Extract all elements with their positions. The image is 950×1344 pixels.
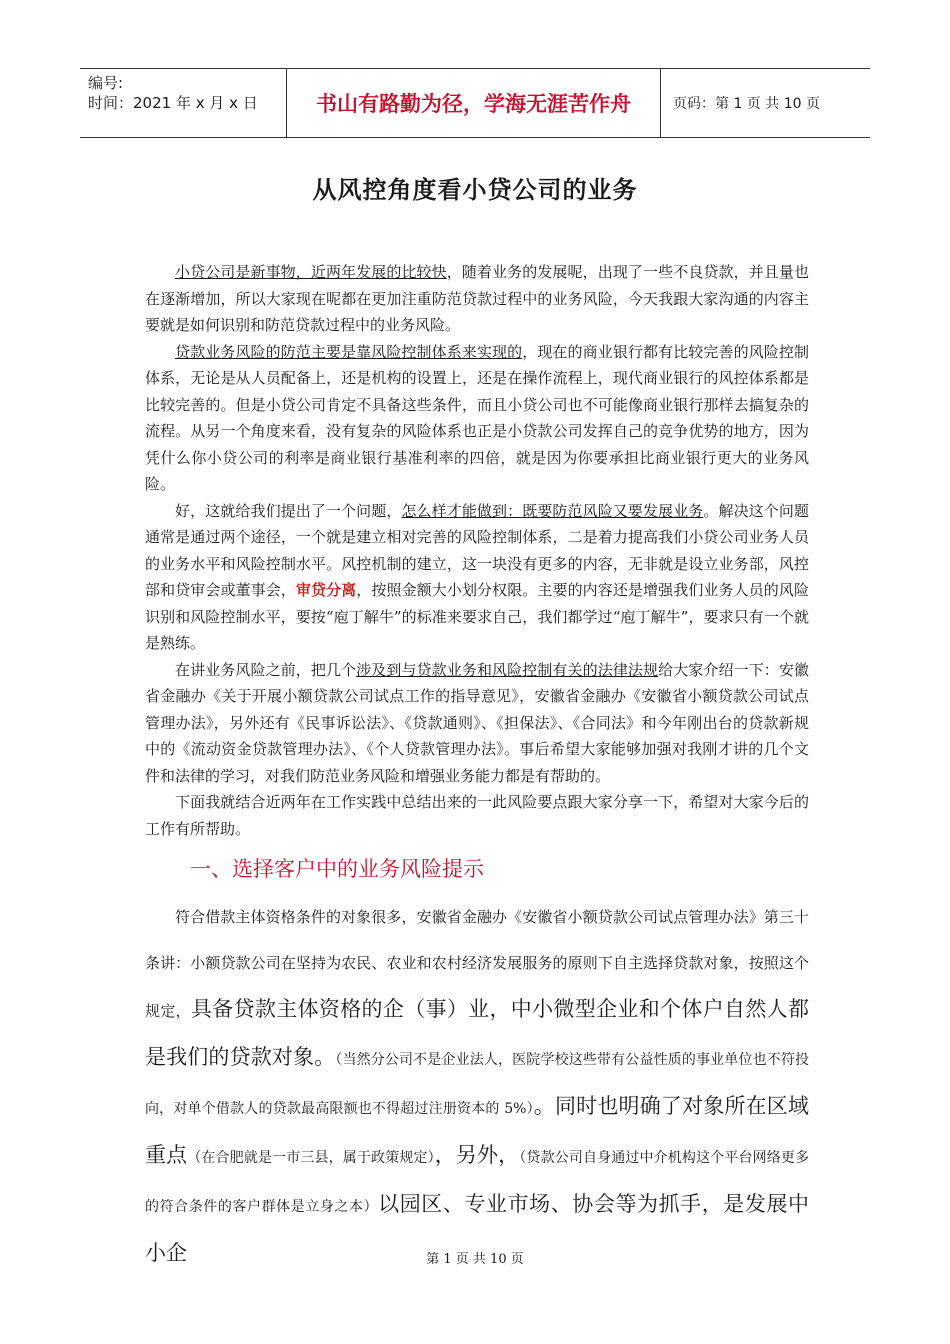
paragraph-5: 下面我就结合近两年在工作实践中总结出来的一此风险要点跟大家分享一下，希望对大家今后的工作有所帮助。 — [145, 793, 809, 838]
paragraph-text: 好，这就给我们提出了一个问题， — [175, 501, 402, 520]
paragraph-4 — [145, 657, 809, 790]
paragraph-text: 。解决这个问题通常是通过两个途径，一个就是建立相对完善的风险控制体系，二是着力提高我们小贷公司业务人员的业务水平和风险控制水平。风控机制的建立，这一块没有更多的内容，无非就是设立业务部，风控部和贷审会或董事会， — [145, 501, 809, 599]
emphasis-text: 具备贷款主体资格的企（事）业，中小微型企业和个体户自然人都是我们的贷款对象。 — [145, 997, 809, 1069]
document-number-label: 编号: — [88, 74, 124, 92]
emphasis-text: 。同时也明确了对象所在区域重点 — [145, 1094, 809, 1167]
document-title: 从风控角度看小贷公司的业务 — [312, 176, 638, 204]
paragraph-text: 符合借款主体资格条件的对象很多，安徽省金融办《安徽省小额贷款公司试点管理办法》第三十条讲：小额贷款公司在坚持为农民、农业和农村经济发展服务的原则下自主选择贷款对象，按照这个规定， — [145, 908, 809, 1020]
paragraph-text: ，按照金额大小划分权限。主要的内容还是增强我们业务人员的风险识别和风险控制水平，要按“庖丁解牛”的标准来要求自己，我们都学过“庖丁解牛”，要求只有一个就是熟练。 — [145, 581, 809, 652]
paragraph-1 — [145, 259, 809, 339]
header-page-info: 页码：第 1 页 共 10 页 — [673, 96, 820, 112]
section-heading: 一、选择客户中的业务风险提示 — [190, 857, 484, 881]
header-motto: 书山有路勤为径，学海无涯苦作舟 — [287, 69, 661, 137]
document-body — [145, 259, 809, 1278]
highlighted-term: 审贷分离 — [295, 581, 357, 599]
page-footer: 第 1 页 共 10 页 — [426, 1252, 524, 1267]
paragraph-text: 给大家介绍一下：安徽省金融办《关于开展小额贷款公司试点工作的指导意见》，安徽省金融办《安徽省小额贷款公司试点管理办法》，另外还有《民事诉讼法》、《贷款通则》、《担保法》、《合同法》和今年刚出台的贷款新规中的《流动资金贷款管理办法》、《个人贷款管理办法》。事后希望大家能够加强对我刚才讲的几个文件和法律的学习，对我们防范业务风险和增强业务能力都是有帮助的。 — [145, 660, 809, 785]
underlined-phrase: 涉及到与贷款业务和风险控制有关的法律法规 — [356, 660, 659, 679]
paragraph-2 — [145, 339, 809, 498]
underlined-phrase: 贷款业务风险的防范主要是靠风险控制体系来实现的 — [175, 342, 523, 361]
header-box — [80, 68, 870, 138]
note-text: （贷款公司自身通过中介机构这个平台网络更多的符合条件的客户群体是立身之本） — [145, 1150, 810, 1215]
paragraph-text: 在讲业务风险之前，把几个 — [175, 660, 357, 679]
paragraph-text: ，随着业务的发展呢，出现了一些不良贷款，并且量也在逐渐增加，所以大家现在呢都在更加注重防范贷款过程中的业务风险，今天我跟大家沟通的内容主要就是如何识别和防范贷款过程中的业务风险。 — [145, 263, 809, 334]
document-date: 时间：2021 年 x 月 x 日 — [88, 94, 258, 112]
paragraph-3 — [145, 498, 809, 657]
note-text: （在合肥就是一市三县，属于政策规定） — [187, 1150, 435, 1166]
paragraph-text: ，现在的商业银行都有比较完善的风险控制体系，无论是从人员配备上，还是机构的设置上，还是在操作流程上，现代商业银行的风控体系都是比较完善的。但是小贷公司肯定不具备这些条件，而且小贷公司也不可能像商业银行那样去搞复杂的流程。从另一个角度来看，没有复杂的风险体系也正是小贷款公司发挥自己的竞争优势的地方，因为凭什么你小贷公司的利率是商业银行基准利率的四倍，就是因为你要承担比商业银行更大的业务风险。 — [145, 342, 809, 493]
underlined-phrase: 小贷公司是新事物，近两年发展的比较快 — [175, 263, 447, 281]
emphasis-text: 以园区、专业市场、协会等为抓手，是发展中小企 — [145, 1192, 810, 1265]
emphasis-text: ，另外， — [434, 1143, 520, 1167]
header-meta — [80, 69, 287, 137]
section-paragraph — [145, 894, 809, 1278]
underlined-phrase: 怎么样才能做到：既要防范风险又要发展业务 — [401, 501, 704, 520]
note-text: （当然分公司不是企业法人，医院学校这些带有公益性质的事业单位也不符投向，对单个借款人的贷款最高限额也不得超过注册资本的 5%） — [145, 1052, 810, 1117]
